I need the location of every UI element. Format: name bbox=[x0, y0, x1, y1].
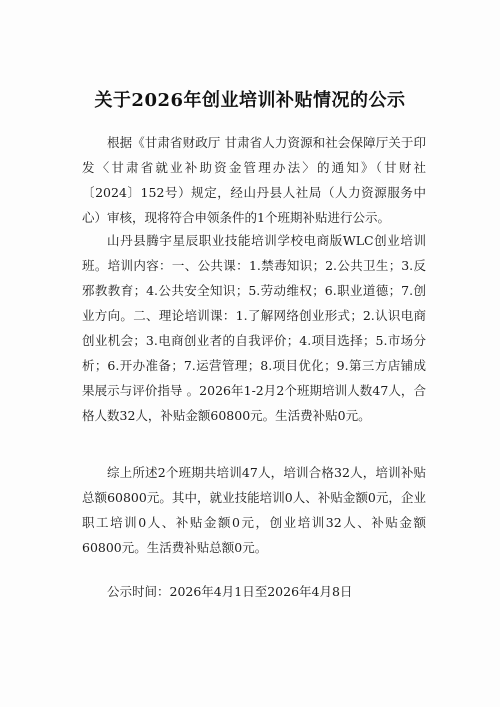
document-title: 关于2026年创业培训补贴情况的公示 bbox=[94, 90, 406, 111]
notice-period: 公示时间：2026年4月1日至2026年4月8日 bbox=[107, 584, 353, 599]
paragraph-summary: 综上所述2个班期共培训47人，培训合格32人，培训补贴总额60800元。其中，就业技能培训0人、补贴金额0元，企业职工培训0人、补贴金额0元，创业培训32人、补贴金额60800元。生活费补贴总额0元。 bbox=[82, 465, 426, 555]
paragraph-basis: 根据《甘肃省财政厅 甘肃省人力资源和社会保障厅关于印发〈甘肃省就业补助资金管理办法〉的通知》（甘财社〔2024〕152号）规定，经山丹县人社局（人力资源服务中心）审核，现将符合申领条件的1个班期补贴进行公示。 bbox=[82, 135, 426, 225]
paragraph-training-details: 山丹县腾宇星辰职业技能培训学校电商版WLC创业培训班。培训内容：一、公共课：1.禁毒知识；2.公共卫生；3.反邪教教育；4.公共安全知识；5.劳动维权；6.职业道德；7.创业方向。二、理论培训课：1.了解网络创业形式；2.认识电商创业机会；3.电商创业者的自我评价；4.项目选择；5.市场分析；6.开办准备；7.运营管理；8.项目优化；9.第三方店铺成果展示与评价指导 。2026年1-2月2个班期培训人数47人，合格人数32人，补贴金额60800元。生活费补贴0元。 bbox=[82, 233, 426, 423]
